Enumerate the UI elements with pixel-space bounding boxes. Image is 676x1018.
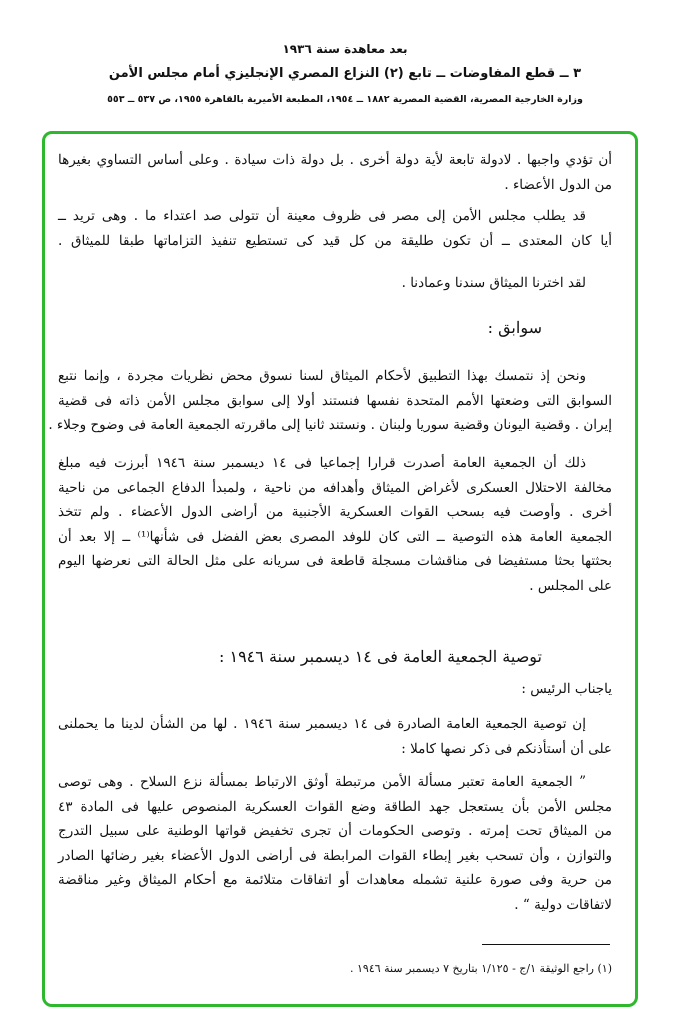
text-line: قد يطلب مجلس الأمن إلى مصر فى ظروف معينة أن تتولى صد اعتداء ما . وهى تريد ــ	[58, 208, 586, 224]
footnote: (١) راجع الوثيقة ١/ج - ١/١٢٥ بتاريخ ٧ ديسمبر سنة ١٩٤٦ .	[350, 962, 612, 975]
source-citation: وزارة الخارجية المصرية، القضية المصرية ١٨٨٢ ــ ١٩٥٤، المطبعة الأميرية بالقاهرة ١٩٥٥، ص ٥٣٧ ــ ٥٥٣	[107, 94, 583, 105]
text-line: على المجلس .	[529, 577, 612, 594]
text-line: لاتفاقات دولية “ .	[514, 896, 612, 913]
paragraph-5	[58, 451, 612, 598]
text-line: بحثتها بحثا مستفيضا فى مناقشات مسجلة قاطعة فى سريانه على مثل الحالة التى نعرضها اليوم	[58, 553, 612, 569]
text-line: لقد اخترنا الميثاق سندنا وعمادنا .	[401, 275, 586, 291]
text-line: الجمعية العامة هذه التوصية ــ التى كان للوفد المصرى بعض الفضل فى شأنها⁽¹⁾ ــ إلا بعد أن	[58, 528, 612, 545]
text-line: إيران . وقضية اليونان وقضية سوريا ولبنان . ونستند ثانيا إلى ماقررته الجمعية العامة فى وضوح وجلاء .	[48, 417, 612, 433]
paragraph-4	[48, 364, 612, 438]
paragraph-2	[58, 204, 612, 253]
section-heading: سوابق :	[487, 318, 542, 337]
section-title: ٣ ــ قطع المفاوضات ــ تابع (٢) النزاع المصري الإنجليزي أمام مجلس الأمن	[108, 66, 582, 81]
text-line: من حرية وفى صورة علنية تشمله معاهدات أو اتفاقات متلائمة مع أحكام الميثاق وغير مناقضة	[58, 872, 612, 888]
paragraph-3	[58, 271, 612, 296]
text-line: ذلك أن الجمعية العامة أصدرت قرارا إجماعيا فى ١٤ ديسمبر سنة ١٩٤٦ أبرزت فيه مبلغ	[58, 455, 586, 471]
heading-recommendation	[58, 645, 612, 670]
paragraph-1	[58, 148, 612, 197]
text-line: ونحن إذ نتمسك بهذا التطبيق لأحكام الميثاق لسنا نسوق محض نظريات مجردة ، وإنما نتبع	[58, 368, 586, 384]
running-title: بعد معاهدة سنة ١٩٣٦	[282, 42, 408, 56]
text-line: أيا كان المعتدى ــ أن تكون طليقة من كل قيد كى تستطيع تنفيذ التزاماتها طبقا للميثاق .	[58, 232, 612, 249]
text-line: إن توصية الجمعية العامة الصادرة فى ١٤ ديسمبر سنة ١٩٤٦ . لها من الشأن لدينا ما يحملنى	[58, 716, 586, 732]
text-line: أن تؤدي واجبها . لادولة تابعة لأية دولة أخرى . بل دولة ذات سيادة . وعلى أساس التساوي بغيرها	[58, 152, 612, 168]
heading-precedents	[58, 316, 612, 341]
section-heading: توصية الجمعية العامة فى ١٤ ديسمبر سنة ١٩٤٦ :	[219, 647, 542, 666]
paragraph-6	[58, 712, 612, 761]
text-line: أخرى . وأوصت فيه بسحب القوات العسكرية الأجنبية من أراضى الدول الأعضاء . ولم تتخذ	[58, 504, 612, 520]
text-line: ” الجمعية العامة تعتبر مسألة الأمن مرتبطة أوثق الارتباط بمسألة نزع السلاح . وهى توصى	[58, 774, 586, 790]
text-line: مخالفة الاحتلال العسكرى لأغراض الميثاق وأهدافه من ناحية ، ولمبدأ الدفاع الجماعى من ناحية	[58, 479, 612, 496]
text-line: ياجناب الرئيس :	[521, 681, 612, 697]
text-line: على أن أستأذنكم فى ذكر نصها كاملا :	[401, 740, 612, 757]
salutation	[58, 677, 612, 702]
text-line: السوابق التى وضعتها الأمم المتحدة نفسها فنستند أولا إلى سوابق مجلس الأمن ذاته فى قضية	[58, 392, 612, 409]
text-line: مجلس الأمن بأن يستعجل جهد الطاقة وضع القوات العسكرية المنصوص عليها فى المادة ٤٣	[58, 798, 612, 815]
text-line: والتوازن ، وأن تسحب بغير إبطاء القوات المرابطة فى أراضى الدول الأعضاء بغير رضائها الصادر	[58, 847, 612, 864]
text-line: من الميثاق تحت إمرته . وتوصى الحكومات أن تجرى تخفيض قواتها الوطنية على سبيل التدرج	[58, 823, 612, 839]
text-line: من الدول الأعضاء .	[504, 176, 612, 193]
quoted-recommendation	[58, 770, 612, 917]
footnote-divider	[482, 944, 610, 945]
